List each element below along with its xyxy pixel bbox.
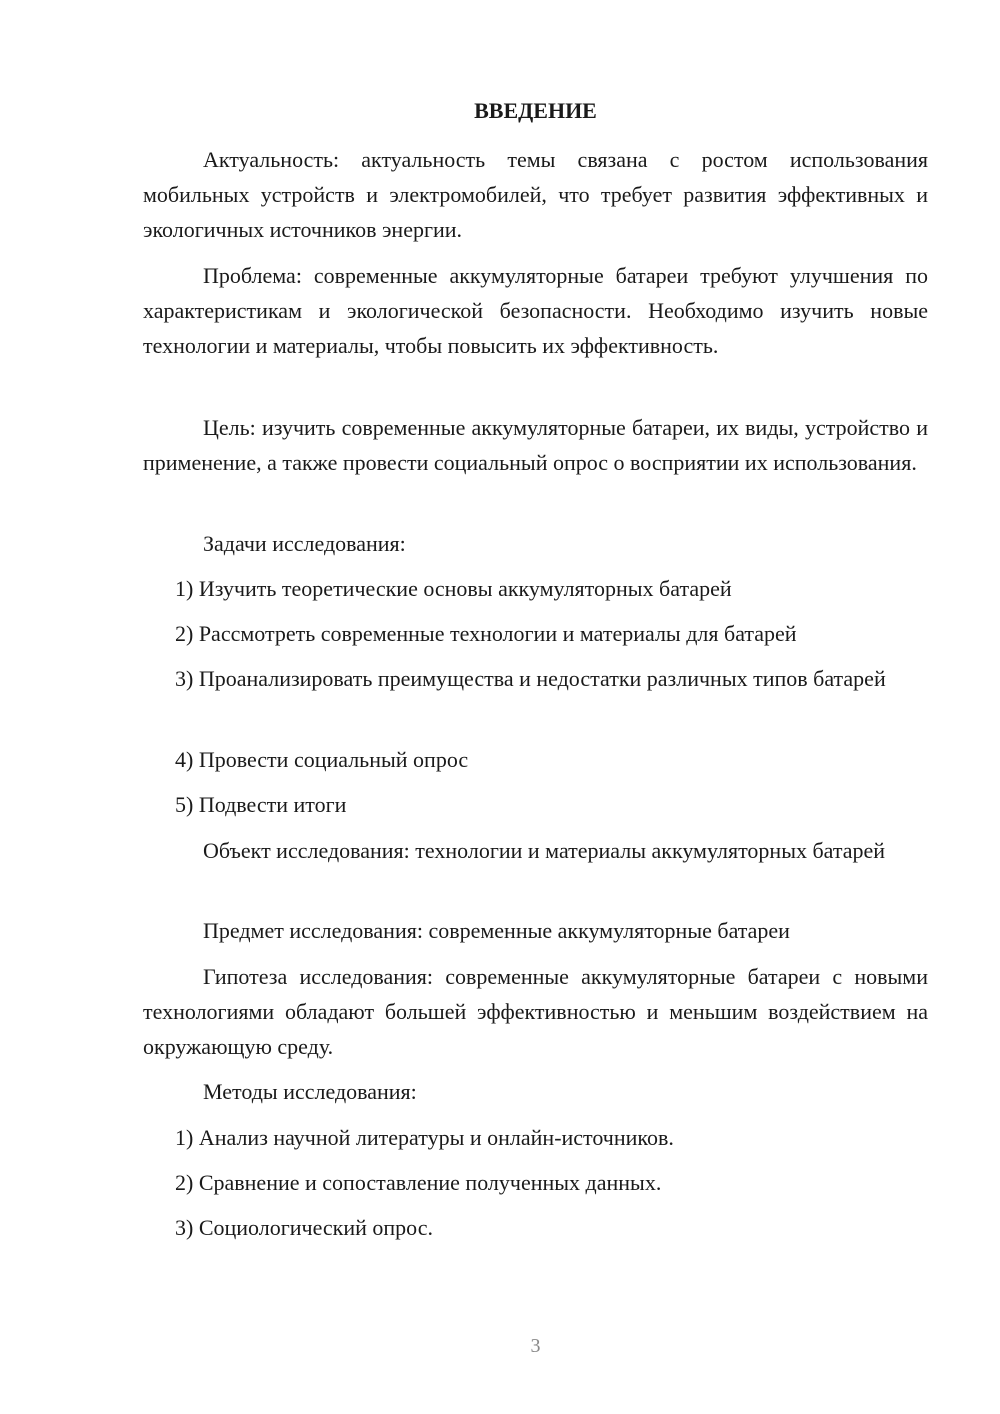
hypothesis-paragraph: Гипотеза исследования: современные аккумуляторные батареи с новыми технологиями обладают большей эффективностью и меньшим воздействием на окружающую среду. [143, 964, 928, 1059]
task-item: 2) Рассмотреть современные технологии и материалы для батарей [175, 621, 797, 646]
problem-paragraph: Проблема: современные аккумуляторные батареи требуют улучшения по характеристикам и экологической безопасности. Необходимо изучить новые технологии и материалы, чтобы повысить их эффективность. [143, 263, 928, 358]
method-item: 1) Анализ научной литературы и онлайн-источников. [175, 1125, 674, 1150]
task-item: 4) Провести социальный опрос [175, 747, 469, 772]
method-item: 3) Социологический опрос. [175, 1215, 433, 1240]
task-item: 5) Подвести итоги [175, 792, 347, 817]
relevance-paragraph: Актуальность: актуальность темы связана с ростом использования мобильных устройств и электромобилей, что требует развития эффективных и экологичных источников энергии. [143, 147, 928, 242]
method-item: 2) Сравнение и сопоставление полученных данных. [175, 1170, 662, 1195]
task-item: 1) Изучить теоретические основы аккумуляторных батарей [175, 576, 732, 601]
task-item: 3) Проанализировать преимущества и недостатки различных типов батарей [175, 666, 886, 691]
tasks-title: Задачи исследования: [203, 531, 406, 556]
subject-paragraph: Предмет исследования: современные аккумуляторные батареи [203, 918, 790, 943]
page-title: ВВЕДЕНИЕ [474, 98, 597, 123]
object-paragraph: Объект исследования: технологии и материалы аккумуляторных батарей [203, 838, 886, 863]
page-number: 3 [530, 1335, 541, 1357]
document-page [143, 0, 928, 1414]
methods-title: Методы исследования: [203, 1079, 417, 1104]
goal-paragraph: Цель: изучить современные аккумуляторные батареи, их виды, устройство и применение, а также провести социальный опрос о восприятии их использования. [143, 415, 928, 475]
